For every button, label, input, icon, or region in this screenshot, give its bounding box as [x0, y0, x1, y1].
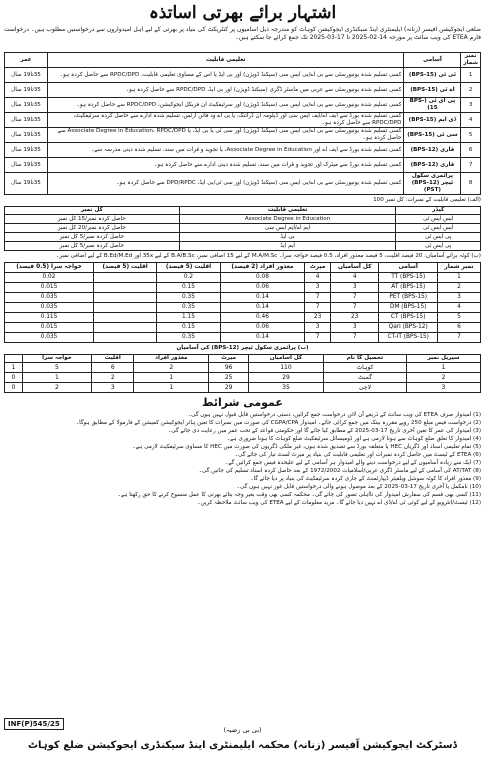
pst-header: معذور افراد [134, 355, 209, 363]
term-item: (8) AT/TAT کی آسامی کے لیے ماسٹر ڈگری عربی/اسلامیات 1972/2002 کے بعد حاصل کردہ اسناد تسلیم کی جائیں گی۔ [198, 468, 481, 474]
pst-header: خواجہ سرا [22, 355, 91, 363]
post-age: 35تا19 سال [5, 128, 48, 143]
pst-cell-minority: 6 [92, 363, 134, 373]
post-no: 1 [461, 68, 481, 83]
quota-table [4, 262, 481, 343]
quota-cell-no: 1 [437, 273, 480, 283]
pst-header: میرٹ [209, 355, 249, 363]
marks-header-cadre: کیڈر [396, 207, 481, 215]
pst-cell-disabled: 1 [134, 383, 209, 393]
pst-cell-total: 29 [249, 373, 324, 383]
marks-total: حاصل کردہ نمبر/15 کل نمبر [5, 215, 180, 224]
quota-note: (ب) کوٹہ برائے آسامیاں: 20 فیصد اقلیت، 5 فیصد معذور افراد، 0.5 فیصد خواجہ سرا۔ M.A/M.Sc کے لیے 15 اضافی نمبر، B.A/B.Sc کے لیے 35x اور B.Ed/M.Ed کے لیے اضافی نمبر۔ [55, 253, 481, 259]
post-age: 35تا19 سال [5, 68, 48, 83]
advertisement [4, 2, 481, 760]
table-row [5, 283, 481, 293]
post-name: ڈی ایم (BPS-15) [404, 113, 461, 128]
table-row [5, 303, 481, 313]
table-row [5, 363, 481, 373]
table-row [5, 143, 481, 158]
pst-cell-last: 1 [5, 363, 23, 373]
quota-cell-trans: 0.115 [5, 313, 94, 323]
marks-qual: ایم ایڈ [179, 242, 396, 251]
post-name: اے ٹی (BPS-15) [404, 83, 461, 98]
col-header-post: آسامی [404, 53, 461, 68]
term-item: (12) ٹیسٹ/انٹرویو کے لیے کوئی ٹی اے/ڈی اے نہیں دیا جائے گا۔ مزید معلومات کے لیے ETEA کی ویب سائٹ ملاحظہ کریں۔ [197, 500, 481, 506]
intro-text: ضلعی ایجوکیشن آفیسر (زنانہ) ایلیمنٹری اینڈ سیکنڈری ایجوکیشن کوہاٹ کو مندرجہ ذیل آسامیوں پر کنٹریکٹ کی بنیاد پر بھرتی کے لیے اہل امیدواروں سے درخواستیں مطلوب ہیں۔ درخواست فارم ETEA کی ویب سائٹ پر مورخہ 14-02-2025 تا 17-03-2025 تک جمع کرائے جا سکتے ہیں۔ [4, 26, 481, 41]
quota-cell-post: PET (BPS-15) [379, 293, 437, 303]
posts-table [4, 52, 481, 195]
quota-cell-minority: 0.35 [157, 293, 220, 303]
quota-header: اقلیت (5 فیصد) [157, 263, 220, 273]
quota-cell-merit: 7 [305, 333, 331, 343]
marks-total: حاصل کردہ نمبر/20 کل نمبر [5, 224, 180, 233]
quota-cell-no: 4 [437, 303, 480, 313]
table-row [5, 158, 481, 173]
marks-header-total: کل نمبر [5, 207, 180, 215]
quota-cell-minority: 0.15 [157, 283, 220, 293]
pst-header: کل آسامیاں [249, 355, 324, 363]
post-age: 35تا19 سال [5, 83, 48, 98]
table-row [5, 113, 481, 128]
quota-cell-post: TT (BPS-15) [379, 273, 437, 283]
table-row [5, 242, 481, 251]
quota-cell-total: 3 [330, 283, 379, 293]
term-item: (2) درخواست فیس مبلغ 250 روپے مقررہ بینک میں جمع کرائی جائے۔ امیدوار CGPA/CPA کی صورت میں نمبرات کا تعین ہائر ایجوکیشن کمیشن کے فارمولا کے مطابق ہوگا۔ [75, 420, 481, 426]
pst-cell-trans: 5 [22, 363, 91, 373]
quota-cell-minority: 0.35 [157, 303, 220, 313]
table-row [5, 233, 481, 242]
table-row [5, 333, 481, 343]
quota-cell-minority: 0.15 [157, 323, 220, 333]
post-no: 8 [461, 173, 481, 195]
quota-cell-disabled: 0.08 [220, 273, 305, 283]
table-row [5, 83, 481, 98]
marks-qual: بی ایڈ [179, 233, 396, 242]
pst-cell-last: 0 [5, 383, 23, 393]
post-name: سی ٹی (BPS-15) [404, 128, 461, 143]
quota-cell-trans: 0.02 [5, 273, 94, 283]
post-qualification: کسی تسلیم شدہ یونیورسٹی سے بی اے/بی ایس سی (سیکنڈ ڈویژن) اور بی ایڈ یا اس کے مساوی تعلیمی قابلیت، RPDC/DPD سے حاصل کردہ ہو۔ [48, 68, 404, 83]
post-qualification: کسی تسلیم شدہ یونیورسٹی سے عربی میں ماسٹر ڈگری (سیکنڈ ڈویژن) اور بی ایڈ، RPDC/DPD سے حاصل کردہ ہو۔ [48, 83, 404, 98]
pst-cell-no: 3 [407, 383, 481, 393]
term-item: (1) امیدوار صرف ETEA کی ویب سائٹ کے ذریعے آن لائن درخواست جمع کرائیں، دستی درخواستیں قابل قبول نہیں ہوں گی۔ [187, 412, 481, 418]
pst-cell-no: 1 [407, 363, 481, 373]
pst-cell-tehsil: کوہاٹ [323, 363, 406, 373]
post-name: پرائمری سکول ٹیچر (BPS-12)(PST) [404, 173, 461, 195]
quota-cell-minority2 [93, 273, 156, 283]
post-qualification: کسی تسلیم شدہ یونیورسٹی سے بی اے/بی ایس سی (سیکنڈ ڈویژن) اور سی ٹی/بی ایڈ، DPD/RPDC سے حاصل کردہ ہو۔ [48, 173, 404, 195]
post-name: قاری (BPS-12) [404, 143, 461, 158]
table-row [5, 323, 481, 333]
table-row [5, 313, 481, 323]
term-item: (4) امیدوار کا تعلق ضلع کوہاٹ سے ہونا لازمی ہے اور ڈومیسائل سرٹیفکیٹ ضلع کوہاٹ کا ہونا ضروری ہے۔ [226, 436, 481, 442]
col-header-age: عمر [5, 53, 48, 68]
post-qualification: کسی تسلیم شدہ بورڈ سے ایف اے اور Associate Degree in Education، یا تجوید و قرات میں سند، تسلیم شدہ دینی مدرسہ سے۔ [48, 143, 404, 158]
pst-header: سیریل نمبر [407, 355, 481, 363]
quota-cell-minority: 1.15 [157, 313, 220, 323]
post-qualification: کسی تسلیم شدہ بورڈ سے ایف اے/ایف ایس سی اور ڈپلومہ ان ڈرائنگ، یا بی اے ود فائن آرٹس، تسلیم شدہ ادارے سے حاصل کردہ سرٹیفکیٹ، RPDC/DPD سے حاصل کردہ ہو۔ [48, 113, 404, 128]
quota-cell-disabled: 0.06 [220, 323, 305, 333]
quota-cell-post: AT (BPS-15) [379, 283, 437, 293]
quota-cell-no: 7 [437, 333, 480, 343]
post-name: ٹی ٹی (BPS-15) [404, 68, 461, 83]
pst-header: اقلیت [92, 355, 134, 363]
pst-table [4, 354, 481, 393]
post-no: 5 [461, 128, 481, 143]
quota-cell-disabled: 0.06 [220, 283, 305, 293]
quota-cell-total: 23 [330, 313, 379, 323]
quota-cell-minority2 [93, 333, 156, 343]
marks-note: (الف) تعلیمی قابلیت کے نمبرات: کل نمبر 100 [373, 197, 481, 203]
quota-cell-merit: 7 [305, 293, 331, 303]
pst-cell-tehsil: لاچی [323, 383, 406, 393]
term-item: (10) نامکمل یا آخری تاریخ 17-03-2025 کے بعد موصول ہونے والی درخواستیں قابل غور نہیں ہوں گی۔ [236, 484, 481, 490]
quota-cell-minority2 [93, 293, 156, 303]
post-no: 3 [461, 98, 481, 113]
quota-cell-minority2 [93, 323, 156, 333]
term-item: (7) ایک سے زیادہ آسامیوں کے لیے درخواست دینے والے امیدوار ہر آسامی کے لیے علیحدہ فیس جمع کرائیں گے۔ [225, 460, 481, 466]
pst-cell-trans: 1 [22, 373, 91, 383]
quota-cell-total: 4 [330, 273, 379, 283]
pst-cell-merit: 96 [209, 363, 249, 373]
marks-total: حاصل کردہ نمبر/5 کل نمبر [5, 233, 180, 242]
post-age: 35تا19 سال [5, 173, 48, 195]
quota-header: نمبر شمار [437, 263, 480, 273]
marks-header-qual: تعلیمی قابلیت [179, 207, 396, 215]
pst-cell-minority: 3 [92, 383, 134, 393]
pst-heading: (ب) پرائمری سکول ٹیچر (BPS-12) کی آسامیاں [176, 345, 309, 351]
post-qualification: کسی تسلیم شدہ یونیورسٹی سے بی اے/بی ایس سی (سیکنڈ ڈویژن) اور سی ٹی یا بی ایڈ، یا Associate Degree in Education، RPDC/DPD سے حاصل کردہ ہو۔ [48, 128, 404, 143]
quota-cell-total: 7 [330, 293, 379, 303]
term-item: (6) ETEA کے ٹیسٹ میں حاصل کردہ نمبرات اور تعلیمی قابلیت کی بنیاد پر میرٹ لسٹ تیار کی جائے گی۔ [234, 452, 481, 458]
quota-cell-disabled: 0.14 [220, 293, 305, 303]
quota-cell-trans: 0.035 [5, 303, 94, 313]
quota-cell-disabled: 0.14 [220, 333, 305, 343]
quota-cell-no: 3 [437, 293, 480, 303]
table-row [5, 224, 481, 233]
post-age: 35تا19 سال [5, 98, 48, 113]
quota-header: کل آسامیاں [330, 263, 379, 273]
marks-qual: Associate Degree in Education [179, 215, 396, 224]
pst-header-extra [5, 355, 23, 363]
table-row [5, 215, 481, 224]
post-no: 6 [461, 143, 481, 158]
quota-header: خواجہ سرا (0.5 فیصد) [5, 263, 94, 273]
quota-header: میرٹ [305, 263, 331, 273]
quota-cell-minority2 [93, 303, 156, 313]
quota-cell-trans: 0.015 [5, 323, 94, 333]
reference-number: INF(P)545/25 [4, 718, 64, 730]
table-row [5, 98, 481, 113]
table-row [5, 173, 481, 195]
marks-cadre: پی ایس ٹی [396, 233, 481, 242]
quota-cell-total: 7 [330, 303, 379, 313]
quota-cell-minority: 0.35 [157, 333, 220, 343]
quota-cell-trans: 0.035 [5, 293, 94, 303]
quota-cell-post: Qari (BPS-12) [379, 323, 437, 333]
quota-cell-minority: 0.2 [157, 273, 220, 283]
pst-header: تحصیل کا نام [323, 355, 406, 363]
quota-cell-total: 7 [330, 333, 379, 343]
table-row [5, 373, 481, 383]
quota-cell-no: 5 [437, 313, 480, 323]
quota-header: معذور افراد (2 فیصد) [220, 263, 305, 273]
quota-cell-merit: 3 [305, 283, 331, 293]
terms-list [4, 411, 481, 569]
marks-cadre: پی ایس ٹی [396, 242, 481, 251]
post-qualification: کسی تسلیم شدہ یونیورسٹی سے بی اے/بی ایس سی (سیکنڈ ڈویژن) اور سرٹیفکیٹ ان فزیکل ایجوکیشن، RPDC/DPD سے حاصل کردہ ہو۔ [48, 98, 404, 113]
quota-cell-merit: 23 [305, 313, 331, 323]
quota-header: اقلیت (5 فیصد) [93, 263, 156, 273]
official-name: (بی بی رضیہ) [223, 726, 262, 734]
col-header-qualification: تعلیمی قابلیت [48, 53, 404, 68]
term-item: (3) امیدوار کی عمر کا تعین آخری تاریخ 17-03-2025 کے مطابق کیا جائے گا اور حکومتی قواعد کے تحت عمر میں رعایت دی جائے گی۔ [168, 428, 481, 434]
pst-cell-total: 110 [249, 363, 324, 373]
pst-cell-last: 0 [5, 373, 23, 383]
term-item: (5) تمام تعلیمی اسناد اور ڈگریاں HEC یا متعلقہ بورڈ سے تصدیق شدہ ہوں، غیر ملکی ڈگریوں کی صورت میں HEC کا مساوی سرٹیفکیٹ لازمی ہے۔ [132, 444, 481, 450]
quota-cell-minority2 [93, 313, 156, 323]
quota-cell-no: 6 [437, 323, 480, 333]
post-name: قاری (BPS-12) [404, 158, 461, 173]
post-age: 35تا19 سال [5, 113, 48, 128]
table-row [5, 383, 481, 393]
marks-cadre: ایس ایس ٹی [396, 224, 481, 233]
pst-cell-tehsil: گمبٹ [323, 373, 406, 383]
post-no: 4 [461, 113, 481, 128]
post-qualification: کسی تسلیم شدہ بورڈ سے میٹرک اور تجوید و قرات میں سند، تسلیم شدہ دینی ادارے سے حاصل کردہ ہو۔ [48, 158, 404, 173]
post-name: پی ای ٹی (BPS-15) [404, 98, 461, 113]
marks-total: حاصل کردہ نمبر/5 کل نمبر [5, 242, 180, 251]
quota-cell-merit: 7 [305, 303, 331, 313]
pst-cell-no: 2 [407, 373, 481, 383]
terms-heading: عمومی شرائط [202, 396, 283, 409]
quota-cell-post: CT-IT (BPS-15) [379, 333, 437, 343]
post-age: 35تا19 سال [5, 143, 48, 158]
table-row [5, 68, 481, 83]
pst-cell-disabled: 1 [134, 373, 209, 383]
pst-cell-merit: 25 [209, 373, 249, 383]
quota-cell-total: 3 [330, 323, 379, 333]
issuing-office: ڈسٹرکٹ ایجوکیشن آفیسر (زنانہ) محکمہ ایلیمنٹری اینڈ سیکنڈری ایجوکیشن ضلع کوہاٹ [28, 740, 457, 751]
quota-cell-post: CT (BPS-15) [379, 313, 437, 323]
marks-qual: ایم اے/ایم ایس سی [179, 224, 396, 233]
pst-cell-disabled: 2 [134, 363, 209, 373]
marks-table [4, 206, 481, 251]
marks-cadre: ایس ایس ٹی [396, 215, 481, 224]
quota-cell-no: 2 [437, 283, 480, 293]
post-age: 35تا19 سال [5, 158, 48, 173]
table-row [5, 128, 481, 143]
quota-cell-disabled: 0.14 [220, 303, 305, 313]
col-header-no: نمبر شمار [461, 53, 481, 68]
page-title: اشتہار برائے بھرتی اساتذہ [148, 3, 337, 23]
quota-header: آسامی [379, 263, 437, 273]
quota-cell-post: DM (BPS-15) [379, 303, 437, 313]
post-no: 7 [461, 158, 481, 173]
post-no: 2 [461, 83, 481, 98]
table-row [5, 273, 481, 283]
term-item: (11) کسی بھی قسم کی سفارش امیدوار کی نااہلی تصور کی جائے گی۔ محکمہ کسی بھی وقت بغیر وجہ بتائے بھرتی کا عمل منسوخ کرنے کا حق رکھتا ہے۔ [117, 492, 481, 498]
quota-cell-merit: 4 [305, 273, 331, 283]
quota-cell-disabled: 0.46 [220, 313, 305, 323]
quota-cell-trans: 0.015 [5, 283, 94, 293]
pst-cell-merit: 29 [209, 383, 249, 393]
quota-cell-trans: 0.035 [5, 333, 94, 343]
pst-cell-trans: 2 [22, 383, 91, 393]
pst-cell-total: 35 [249, 383, 324, 393]
pst-cell-minority: 2 [92, 373, 134, 383]
quota-cell-minority2 [93, 283, 156, 293]
quota-cell-merit: 3 [305, 323, 331, 333]
term-item: (9) معذور افراد کا کوٹہ سوشل ویلفیئر ڈیپارٹمنٹ کے جاری کردہ سرٹیفکیٹ کی بنیاد پر دیا جائے گا۔ [250, 476, 481, 482]
table-row [5, 293, 481, 303]
